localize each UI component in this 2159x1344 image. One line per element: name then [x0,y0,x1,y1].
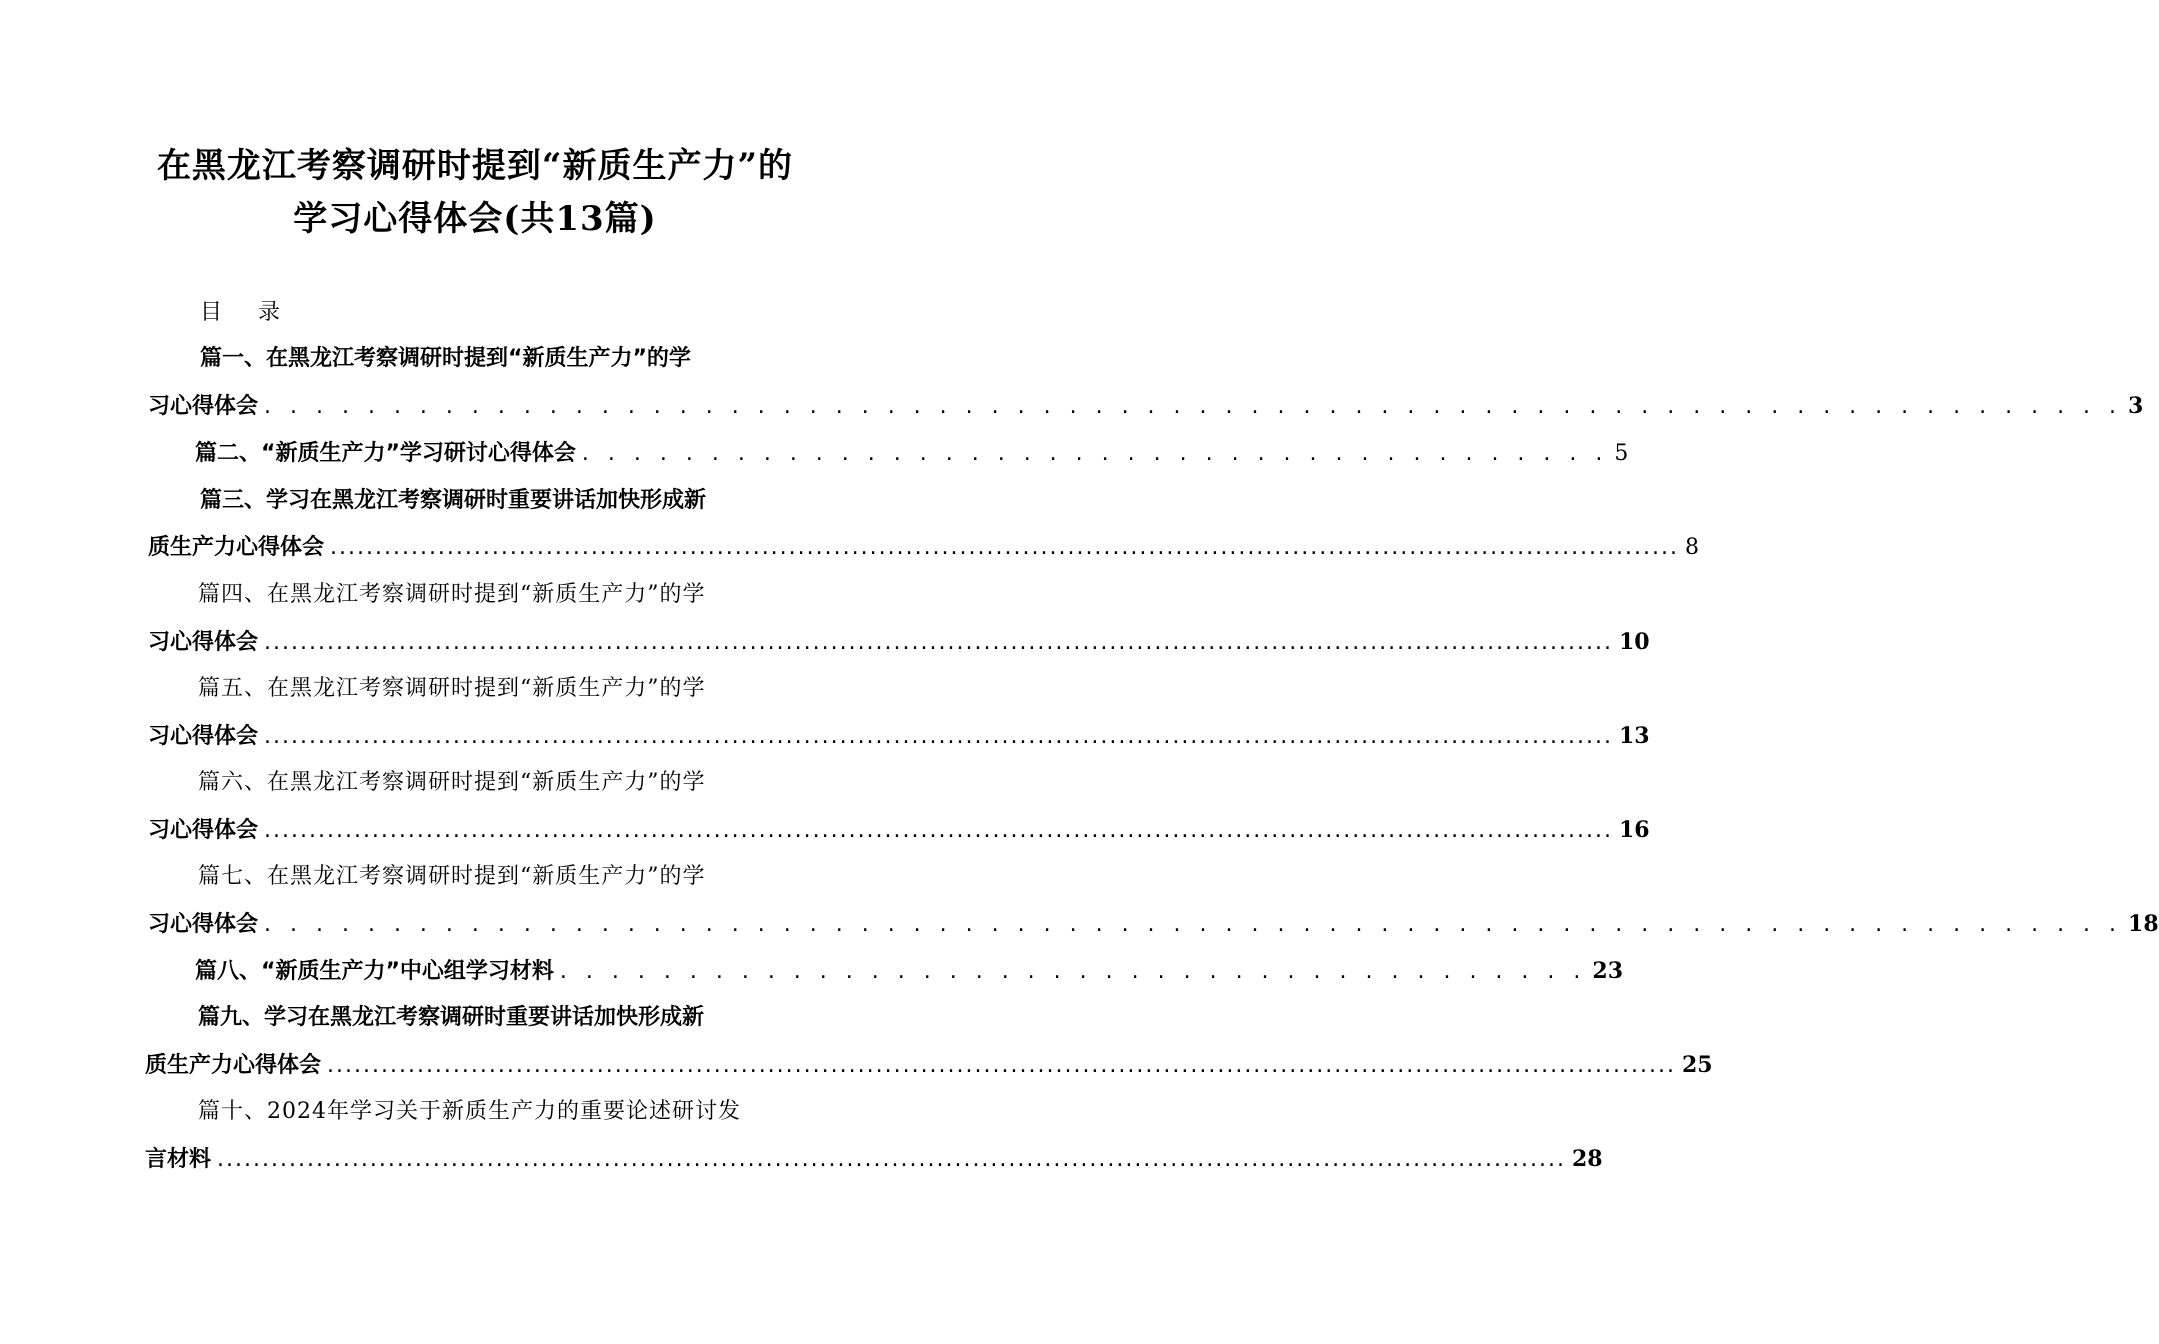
toc-entry-3-page-number: 8 [1685,535,1699,560]
toc-entry-3-row[interactable] [148,533,1699,563]
toc-entry-10-title[interactable]: 篇十、2024年学习关于新质生产力的重要论述研讨发 [198,1099,741,1124]
toc-entry-6-title[interactable]: 篇六、在黑龙江考察调研时提到“新质生产力”的学 [198,770,706,795]
toc-entry-6-row[interactable] [148,815,1650,846]
toc-entry-8-title: 篇八、“新质生产力”中心组学习材料 [195,959,554,984]
toc-entry-1-title[interactable]: 篇一、在黑龙江考察调研时提到“新质生产力”的学 [200,346,691,371]
toc-entry-4-row[interactable] [148,627,1650,658]
toc-entry-10-leader: ...................................................................................................................................................... [217,1147,1566,1172]
toc-entry-1-title-cont: 习心得体会 [148,394,259,419]
toc-entry-9-row[interactable] [145,1050,1713,1081]
toc-entry-2-title: 篇二、“新质生产力”学习研讨心得体会 [195,441,576,466]
toc-entry-9-title[interactable]: 篇九、学习在黑龙江考察调研时重要讲话加快形成新 [198,1005,705,1030]
document-title-line-2: 学习心得体会(共13篇) [293,199,657,239]
toc-entry-10-title-cont: 言材料 [145,1147,212,1172]
toc-entry-4-leader: ...................................................................................................................................................... [264,630,1613,655]
toc-entry-5-leader: ...................................................................................................................................................... [264,724,1613,749]
toc-entry-8-row[interactable] [195,956,1624,987]
toc-entry-4-page-number: 10 [1619,629,1650,655]
toc-entry-9-page-number: 25 [1682,1052,1713,1078]
toc-entry-5-row[interactable] [148,721,1650,752]
toc-entry-8-page-number: 23 [1592,958,1624,984]
toc-entry-9-title-cont: 质生产力心得体会 [145,1053,322,1078]
toc-entry-8-leader: . . . . . . . . . . . . . . . . . . . . . . . . . . . . . . . . . . . . . . . . [559,959,1587,984]
document-title-line-1: 在黑龙江考察调研时提到“新质生产力”的 [156,146,794,186]
toc-entry-1-page-number: 3 [2128,393,2144,419]
toc-entry-7-title[interactable]: 篇七、在黑龙江考察调研时提到“新质生产力”的学 [198,864,706,889]
toc-entry-1-row[interactable] [148,391,2144,422]
toc-entry-6-leader: ...................................................................................................................................................... [264,818,1613,843]
toc-entry-7-page-number: 18 [2128,911,2159,937]
toc-entry-2-page-number: 5 [1614,441,1629,466]
toc-heading-char-1: 目 [200,300,223,325]
toc-entry-3-title-cont: 质生产力心得体会 [148,535,325,560]
toc-entry-9-leader: ...................................................................................................................................................... [327,1053,1676,1078]
toc-entry-3-leader: ...................................................................................................................................................... [330,535,1679,560]
toc-entry-10-row[interactable] [145,1144,1603,1175]
toc-entry-5-title[interactable]: 篇五、在黑龙江考察调研时提到“新质生产力”的学 [198,676,706,701]
toc-entry-7-leader: . . . . . . . . . . . . . . . . . . . . . . . . . . . . . . . . . . . . . . . . . . . . . . . . . . . . . . . . . . . . . . . . . . . . . . . . [264,912,2123,937]
toc-entry-5-page-number: 13 [1619,723,1650,749]
toc-entry-3-title[interactable]: 篇三、学习在黑龙江考察调研时重要讲话加快形成新 [200,488,707,513]
toc-entry-2-row[interactable] [195,439,1629,469]
toc-entry-6-page-number: 16 [1619,817,1650,843]
toc-entry-6-title-cont: 习心得体会 [148,818,259,843]
toc-entry-7-row[interactable] [148,909,2159,940]
toc-heading [200,298,280,328]
toc-entry-5-title-cont: 习心得体会 [148,724,259,749]
toc-entry-7-title-cont: 习心得体会 [148,912,259,937]
toc-entry-2-leader: . . . . . . . . . . . . . . . . . . . . . . . . . . . . . . . . . . . . . . . . [581,441,1609,466]
toc-entry-10-page-number: 28 [1572,1146,1603,1172]
toc-entry-4-title[interactable]: 篇四、在黑龙江考察调研时提到“新质生产力”的学 [198,582,706,607]
toc-entry-1-leader: . . . . . . . . . . . . . . . . . . . . . . . . . . . . . . . . . . . . . . . . . . . . . . . . . . . . . . . . . . . . . . . . . . . . . . . . [264,394,2123,419]
toc-heading-char-2: 录 [258,300,281,325]
toc-entry-4-title-cont: 习心得体会 [148,630,259,655]
